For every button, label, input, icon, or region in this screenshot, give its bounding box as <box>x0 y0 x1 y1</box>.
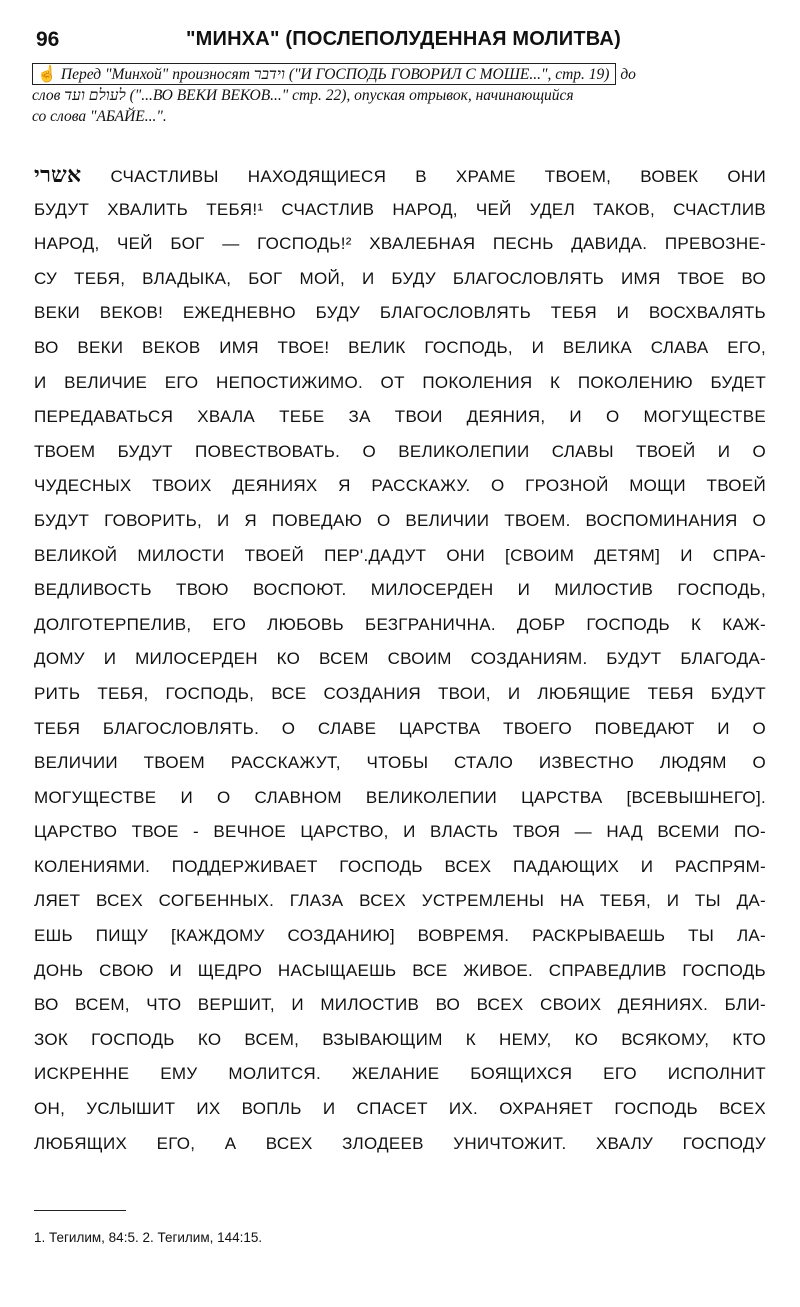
text-line: ВЕКИ ВЕКОВ! ЕЖЕДНЕВНО БУДУ БЛАГОСЛОВЛЯТЬ ТЕБЯ И ВОСХВАЛЯТЬ <box>34 303 766 323</box>
text-line: ДОЛГОТЕРПЕЛИВ, ЕГО ЛЮБОВЬ БЕЗГРАНИЧНА. ДОБР ГОСПОДЬ К КАЖ- <box>34 614 766 634</box>
text-line: ОН, УСЛЫШИТ ИХ ВОПЛЬ И СПАСЕТ ИХ. ОХРАНЯЕТ ГОСПОДЬ ВСЕХ <box>34 1099 766 1119</box>
text-line: אשרי СЧАСТЛИВЫ НАХОДЯЩИЕСЯ В ХРАМЕ ТВОЕМ, ВОВЕК ОНИ <box>34 162 766 188</box>
text-line: ПЕРЕДАВАТЬСЯ ХВАЛА ТЕБЕ ЗА ТВОИ ДЕЯНИЯ, И О МОГУЩЕСТВЕ <box>34 407 766 427</box>
text-line: ЕШЬ ПИЩУ [КАЖДОМУ СОЗДАНИЮ] ВОВРЕМЯ. РАСКРЫВАЕШЬ ТЫ ЛА- <box>34 926 766 946</box>
note-line-2: слов לעולם ועד ("...ВО ВЕКИ ВЕКОВ..." стр. 22), опуская отрывок, начинающийся <box>32 87 574 104</box>
note-boxed-text: Перед "Минхой" произносят וידבר ("И ГОСПОДЬ ГОВОРИЛ С МОШЕ...", стр. 19) <box>60 66 610 83</box>
text-line: ВО ВСЕМ, ЧТО ВЕРШИТ, И МИЛОСТИВ ВО ВСЕХ СВОИХ ДЕЯНИЯХ. БЛИ- <box>34 995 766 1015</box>
text-line: ВЕЛИКОЙ МИЛОСТИ ТВОЕЙ ПЕР'.ДАДУТ ОНИ [СВОИМ ДЕТЯМ] И СПРА- <box>34 545 766 565</box>
page-number: 96 <box>36 28 60 51</box>
text-line: ДОНЬ СВОЮ И ЩЕДРО НАСЫЩАЕШЬ ВСЕ ЖИВОЕ. СПРАВЕДЛИВ ГОСПОДЬ <box>34 960 766 980</box>
text-line: ЗОК ГОСПОДЬ КО ВСЕМ, ВЗЫВАЮЩИМ К НЕМУ, КО ВСЯКОМУ, КТО <box>34 1029 766 1049</box>
text-line: КОЛЕНИЯМИ. ПОДДЕРЖИВАЕТ ГОСПОДЬ ВСЕХ ПАДАЮЩИХ И РАСПРЯМ- <box>34 856 766 876</box>
text-line: БУДУТ ГОВОРИТЬ, И Я ПОВЕДАЮ О ВЕЛИЧИИ ТВОЕМ. ВОСПОМИНАНИЯ О <box>34 510 766 530</box>
pointing-hand-icon: ☝ <box>37 66 57 83</box>
text-line: МОГУЩЕСТВЕ И О СЛАВНОМ ВЕЛИКОЛЕПИИ ЦАРСТВА [ВСЕВЫШНЕГО]. <box>34 787 766 807</box>
footnotes: 1. Тегилим, 84:5. 2. Тегилим, 144:15. <box>34 1230 263 1245</box>
text-line: БУДУТ ХВАЛИТЬ ТЕБЯ!¹ СЧАСТЛИВ НАРОД, ЧЕЙ УДЕЛ ТАКОВ, СЧАСТЛИВ <box>34 199 766 219</box>
text-line: ТЕБЯ БЛАГОСЛОВЛЯТЬ. О СЛАВЕ ЦАРСТВА ТВОЕГО ПОВЕДАЮТ И О <box>34 718 766 738</box>
note-box <box>32 63 616 85</box>
text-line: ЦАРСТВО ТВОЕ - ВЕЧНОЕ ЦАРСТВО, И ВЛАСТЬ ТВОЯ — НАД ВСЕМИ ПО- <box>34 822 766 842</box>
text-line: ЛЯЕТ ВСЕХ СОГБЕННЫХ. ГЛАЗА ВСЕХ УСТРЕМЛЕНЫ НА ТЕБЯ, И ТЫ ДА- <box>34 891 766 911</box>
text-line: ЧУДЕСНЫХ ТВОИХ ДЕЯНИЯХ Я РАССКАЖУ. О ГРОЗНОЙ МОЩИ ТВОЕЙ <box>34 476 766 496</box>
running-title: "МИНХА" (ПОСЛЕПОЛУДЕННАЯ МОЛИТВА) <box>186 28 621 50</box>
prayer-text <box>34 158 766 1161</box>
footnote-divider <box>34 1210 126 1211</box>
text-line: НАРОД, ЧЕЙ БОГ — ГОСПОДЬ!² ХВАЛЕБНАЯ ПЕСНЬ ДАВИДА. ПРЕВОЗНЕ- <box>34 234 766 254</box>
page-header <box>36 28 764 56</box>
text-line: ВО ВЕКИ ВЕКОВ ИМЯ ТВОЕ! ВЕЛИК ГОСПОДЬ, И ВЕЛИКА СЛАВА ЕГО, <box>34 337 766 357</box>
text-line: ИСКРЕННЕ ЕМУ МОЛИТСЯ. ЖЕЛАНИЕ БОЯЩИХСЯ ЕГО ИСПОЛНИТ <box>34 1064 766 1084</box>
text-line: СУ ТЕБЯ, ВЛАДЫКА, БОГ МОЙ, И БУДУ БЛАГОСЛОВЛЯТЬ ИМЯ ТВОЕ ВО <box>34 268 766 288</box>
text-line: ЛЮБЯЩИХ ЕГО, А ВСЕХ ЗЛОДЕЕВ УНИЧТОЖИТ. ХВАЛУ ГОСПОДУ <box>34 1133 766 1153</box>
text-line: ВЕДЛИВОСТЬ ТВОЮ ВОСПОЮТ. МИЛОСЕРДЕН И МИЛОСТИВ ГОСПОДЬ, <box>34 580 766 600</box>
text-line: ВЕЛИЧИИ ТВОЕМ РАССКАЖУТ, ЧТОБЫ СТАЛО ИЗВЕСТНО ЛЮДЯМ О <box>34 753 766 773</box>
text-line: ТВОЕМ БУДУТ ПОВЕСТВОВАТЬ. О ВЕЛИКОЛЕПИИ СЛАВЫ ТВОЕЙ И О <box>34 441 766 461</box>
text-line: РИТЬ ТЕБЯ, ГОСПОДЬ, ВСЕ СОЗДАНИЯ ТВОИ, И ЛЮБЯЩИЕ ТЕБЯ БУДУТ <box>34 683 766 703</box>
note-line-3: со слова "АБАЙЕ...". <box>32 108 167 125</box>
note-after-box: до <box>616 66 636 83</box>
text-line: ДОМУ И МИЛОСЕРДЕН КО ВСЕМ СВОИМ СОЗДАНИЯМ. БУДУТ БЛАГОДА- <box>34 649 766 669</box>
instruction-note <box>32 64 772 127</box>
text-line: И ВЕЛИЧИЕ ЕГО НЕПОСТИЖИМО. ОТ ПОКОЛЕНИЯ К ПОКОЛЕНИЮ БУДЕТ <box>34 372 766 392</box>
hebrew-opening-word: אשרי <box>34 162 82 188</box>
note-line-1 <box>32 64 772 85</box>
